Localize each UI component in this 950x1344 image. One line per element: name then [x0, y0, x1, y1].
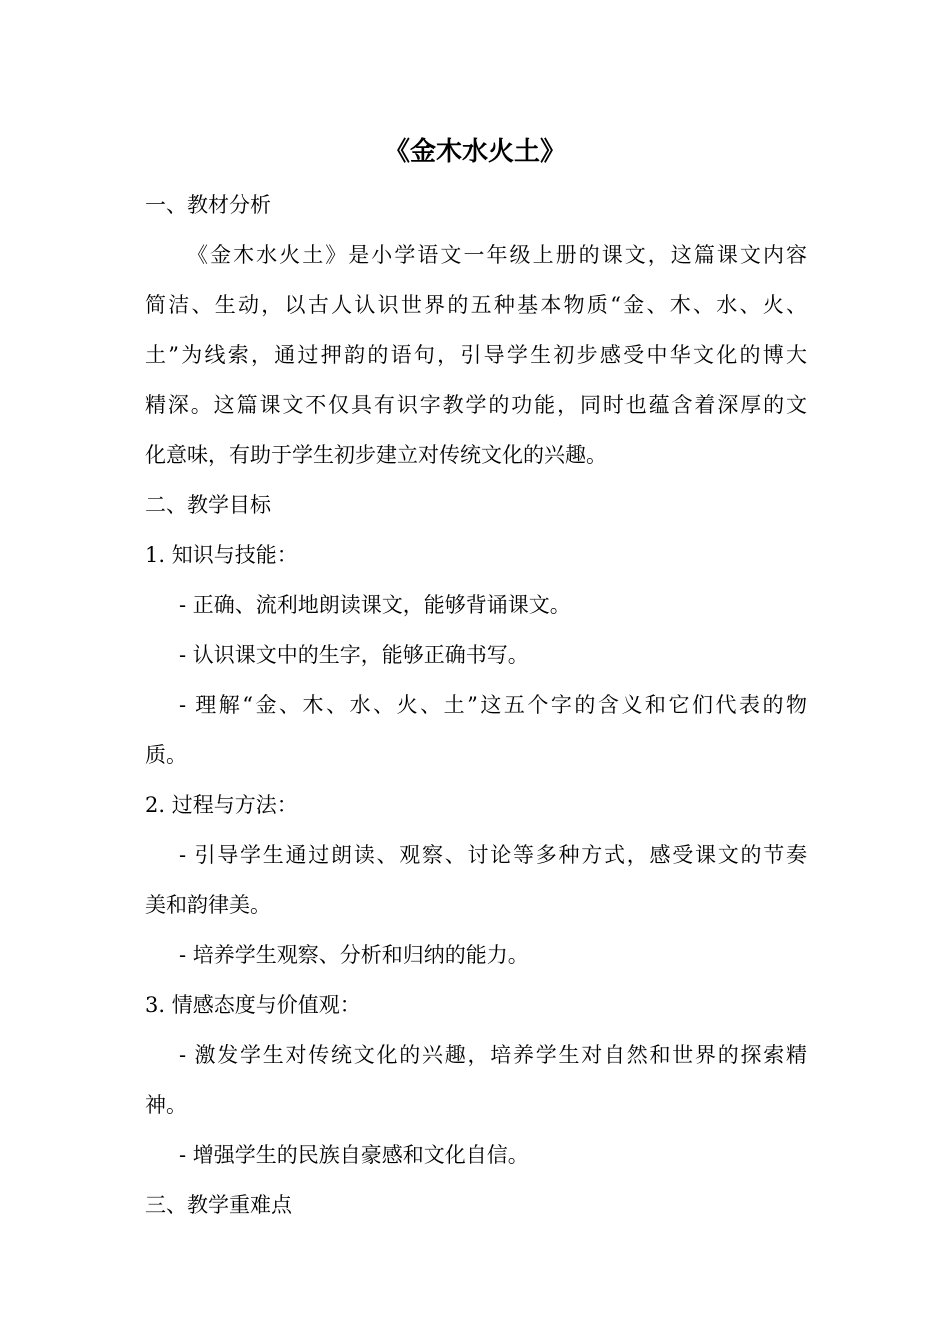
- goal-process-item: - 引导学生通过朗读、观察、讨论等多种方式，感受课文的节奏: [179, 843, 807, 867]
- document-title: 《金木水火土》: [383, 137, 566, 167]
- section-heading-goals: 二、教学目标: [145, 493, 271, 517]
- goal-values-item: - 激发学生对传统文化的兴趣，培养学生对自然和世界的探索精: [179, 1043, 807, 1067]
- analysis-paragraph-line: 精深。这篇课文不仅具有识字教学的功能，同时也蕴含着深厚的文: [145, 393, 807, 417]
- goal-knowledge-item-continued: 质。: [145, 743, 187, 767]
- goal-process-item: - 培养学生观察、分析和归纳的能力。: [179, 943, 529, 967]
- goal-knowledge-item: - 理解“金、木、水、火、土”这五个字的含义和它们代表的物: [179, 693, 807, 717]
- analysis-paragraph-line: 简洁、生动，以古人认识世界的五种基本物质“金、木、水、火、: [145, 293, 807, 317]
- goal-knowledge-label: 1. 知识与技能：: [145, 543, 298, 567]
- goal-values-label: 3. 情感态度与价值观：: [145, 993, 361, 1017]
- section-heading-keypoints: 三、教学重难点: [145, 1193, 292, 1217]
- analysis-paragraph-line: 土”为线索，通过押韵的语句，引导学生初步感受中华文化的博大: [145, 343, 807, 367]
- goal-values-item-continued: 神。: [145, 1093, 187, 1117]
- document-body: [145, 180, 807, 1230]
- section-heading-analysis: 一、教材分析: [145, 193, 271, 217]
- analysis-paragraph-line: 化意味，有助于学生初步建立对传统文化的兴趣。: [145, 443, 607, 467]
- goal-knowledge-item: - 正确、流利地朗读课文，能够背诵课文。: [179, 593, 571, 617]
- goal-process-item-continued: 美和韵律美。: [145, 893, 271, 917]
- goal-process-label: 2. 过程与方法：: [145, 793, 298, 817]
- goal-knowledge-item: - 认识课文中的生字，能够正确书写。: [179, 643, 529, 667]
- analysis-paragraph-line: 《金木水火土》是小学语文一年级上册的课文，这篇课文内容: [187, 243, 807, 267]
- goal-values-item: - 增强学生的民族自豪感和文化自信。: [179, 1143, 529, 1167]
